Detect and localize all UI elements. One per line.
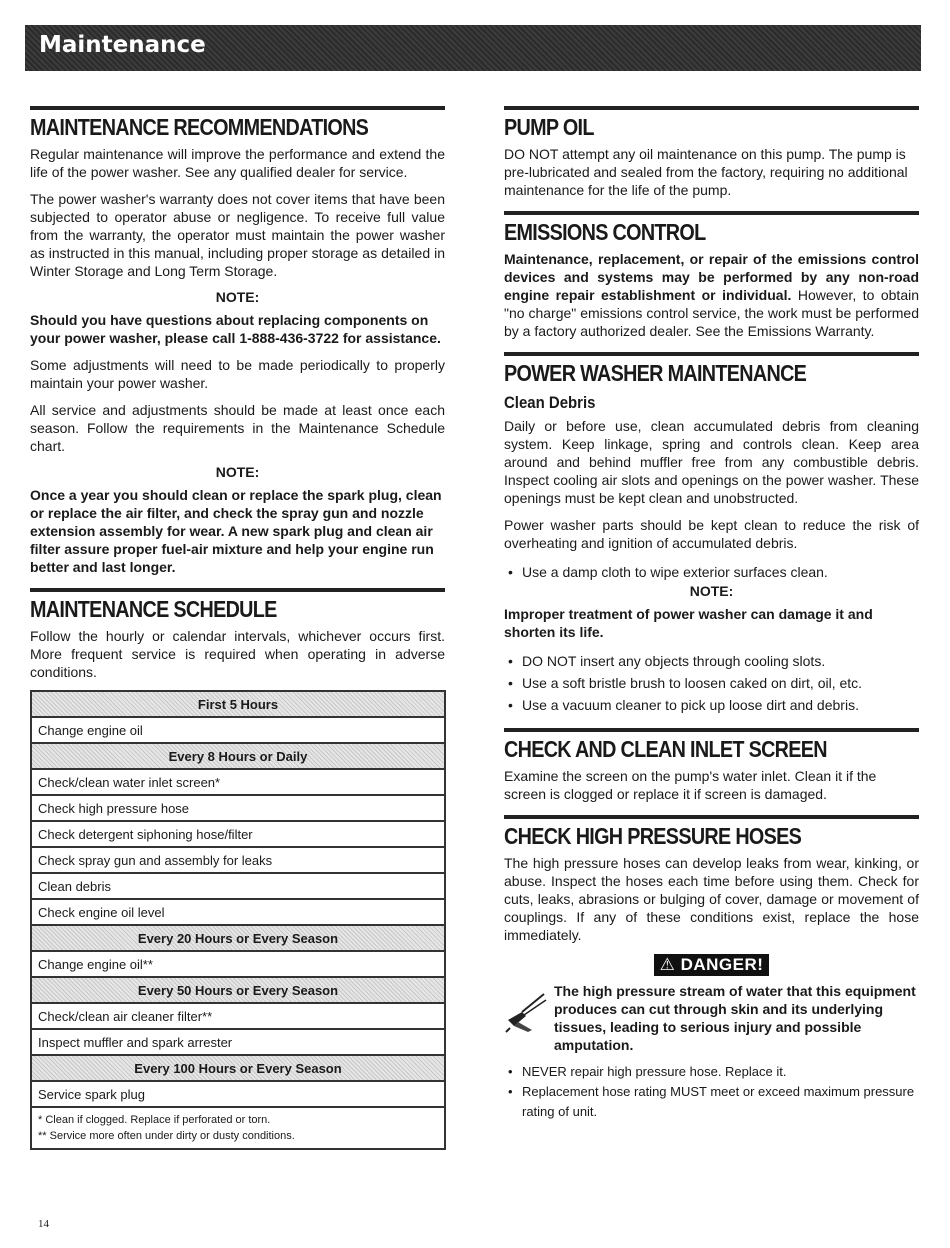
inlet-screen-text: Examine the screen on the pump's water inlet. Clean it if the screen is clogged or replace it if screen is damaged. bbox=[504, 768, 877, 802]
hoses-list bbox=[504, 1062, 919, 1122]
schedule-row bbox=[31, 899, 445, 925]
list-item: • Replacement hose rating MUST meet or exceed maximum pressure rating of unit. bbox=[522, 1082, 919, 1122]
schedule-task: Service spark plug bbox=[31, 1081, 445, 1107]
right-column bbox=[504, 106, 919, 1134]
danger-message bbox=[504, 982, 919, 1054]
list-item: • Use a soft bristle brush to loosen caked on dirt, oil, etc. bbox=[522, 672, 919, 694]
clean-debris-list bbox=[504, 650, 919, 716]
section-rule bbox=[504, 106, 919, 110]
schedule-task: Check/clean air cleaner filter** bbox=[31, 1003, 445, 1029]
inlet-screen-section bbox=[504, 728, 919, 803]
recommendations-p1: Regular maintenance will improve the performance and extend the life of the power washer. See any qualified dealer for service. bbox=[30, 146, 445, 180]
maintenance-schedule-section bbox=[30, 588, 445, 1150]
note-label-1: NOTE: bbox=[215, 289, 260, 305]
note-label-2: NOTE: bbox=[215, 464, 260, 480]
section-rule bbox=[504, 728, 919, 732]
section-rule bbox=[30, 106, 445, 110]
banner-title: Maintenance bbox=[39, 32, 206, 58]
power-washer-maintenance-section bbox=[504, 352, 919, 716]
emissions-section bbox=[504, 211, 919, 340]
clean-debris-p2: Power washer parts should be kept clean to reduce the risk of overheating and ignition of accumulated debris. bbox=[504, 517, 919, 551]
schedule-row bbox=[31, 1081, 445, 1107]
schedule-group-header bbox=[31, 977, 445, 1003]
recommendations-heading: MAINTENANCE RECOMMENDATIONS bbox=[30, 114, 369, 140]
schedule-task: Check spray gun and assembly for leaks bbox=[31, 847, 445, 873]
danger-label: DANGER! bbox=[680, 955, 764, 974]
note-text-1: Should you have questions about replacing components on your power washer, please call 1-888-436-3722 for assistance. bbox=[30, 312, 441, 346]
note-label-3: NOTE: bbox=[689, 583, 734, 599]
schedule-group-header-cell: First 5 Hours bbox=[31, 691, 445, 717]
schedule-group-header-cell: Every 20 Hours or Every Season bbox=[31, 925, 445, 951]
pump-oil-section bbox=[504, 106, 919, 199]
emissions-text: However, to obtain "no charge" emissions control service, the work must be performed by a factory authorized dealer. See the Emissions Warranty. bbox=[504, 287, 920, 339]
schedule-task: Check detergent siphoning hose/filter bbox=[31, 821, 445, 847]
clean-debris-p1: Daily or before use, clean accumulated debris from cleaning system. Keep linkage, spring and controls clean. Keep area around and behind muffler free from any combustible debris. Inspect cooling air slots and openings on the power washer. These openings must be kept clean and unobstructed. bbox=[504, 418, 919, 506]
schedule-row bbox=[31, 847, 445, 873]
danger-text: The high pressure stream of water that this equipment produces can cut through skin and its underlying tissues, leading to serious injury and possible amputation. bbox=[554, 983, 916, 1053]
schedule-row bbox=[31, 821, 445, 847]
schedule-task: Check engine oil level bbox=[31, 899, 445, 925]
spray-injury-icon bbox=[504, 990, 548, 1034]
schedule-footnote-cell bbox=[31, 1107, 445, 1149]
schedule-group-header bbox=[31, 925, 445, 951]
danger-label-wrap bbox=[504, 954, 919, 976]
list-item: • DO NOT insert any objects through cooling slots. bbox=[522, 650, 919, 672]
schedule-heading: MAINTENANCE SCHEDULE bbox=[30, 596, 277, 622]
high-pressure-hoses-section bbox=[504, 815, 919, 1122]
clean-debris-list-0 bbox=[504, 561, 919, 583]
section-rule bbox=[30, 588, 445, 592]
danger-badge bbox=[654, 954, 770, 976]
note-text-2: Once a year you should clean or replace the spark plug, clean or replace the air filter, and check the spray gun and nozzle extension assembly for wear. A new spark plug and clean air filter assure proper fuel-air mixture and help your engine run better and last longer. bbox=[30, 487, 442, 575]
schedule-row bbox=[31, 717, 445, 743]
emissions-bold-text: Maintenance, replacement, or repair of the emissions control devices and systems may be performed by any non-road engine repair establishment or individual. bbox=[504, 251, 919, 303]
warning-triangle-icon: ⚠ bbox=[659, 955, 676, 974]
section-rule bbox=[504, 352, 919, 356]
schedule-row bbox=[31, 873, 445, 899]
schedule-row bbox=[31, 769, 445, 795]
schedule-task: Clean debris bbox=[31, 873, 445, 899]
recommendations-p2: The power washer's warranty does not cover items that have been subjected to operator abuse or negligence. To receive full value from the warranty, the operator must maintain the power washer as instructed in this manual, including proper storage as detailed in Winter Storage and Long Term Storage. bbox=[30, 191, 445, 279]
maintenance-schedule-table bbox=[30, 690, 446, 1150]
schedule-intro: Follow the hourly or calendar intervals, whichever occurs first. More frequent service is required when operating in adverse conditions. bbox=[30, 628, 445, 680]
recommendations-p3: Some adjustments will need to be made periodically to properly maintain your power washer. bbox=[30, 357, 445, 391]
list-item: • Use a vacuum cleaner to pick up loose dirt and debris. bbox=[522, 694, 919, 716]
schedule-row bbox=[31, 951, 445, 977]
schedule-group-header-cell: Every 50 Hours or Every Season bbox=[31, 977, 445, 1003]
inlet-screen-heading: CHECK AND CLEAN INLET SCREEN bbox=[504, 736, 827, 762]
recommendations-p4: All service and adjustments should be made at least once each season. Follow the requirements in the Maintenance Schedule chart. bbox=[30, 402, 445, 454]
schedule-row bbox=[31, 1003, 445, 1029]
page-number: 14 bbox=[38, 1218, 49, 1230]
section-banner bbox=[25, 25, 921, 71]
schedule-footnotes bbox=[31, 1107, 445, 1149]
schedule-task: Check high pressure hose bbox=[31, 795, 445, 821]
section-rule bbox=[504, 211, 919, 215]
note-text-3: Improper treatment of power washer can damage it and shorten its life. bbox=[504, 606, 873, 640]
schedule-row bbox=[31, 795, 445, 821]
schedule-task: Change engine oil bbox=[31, 717, 445, 743]
schedule-group-header bbox=[31, 743, 445, 769]
maintenance-recommendations-section bbox=[30, 106, 445, 576]
hoses-heading: CHECK HIGH PRESSURE HOSES bbox=[504, 823, 802, 849]
emissions-paragraph bbox=[504, 250, 919, 340]
schedule-task: Check/clean water inlet screen* bbox=[31, 769, 445, 795]
pump-oil-text: DO NOT attempt any oil maintenance on this pump. The pump is pre-lubricated and sealed from the factory, requiring no additional maintenance for the life of the pump. bbox=[504, 146, 908, 198]
hoses-text: The high pressure hoses can develop leaks from wear, kinking, or abuse. Inspect the hoses each time before using them. Check for cuts, leaks, abrasions or bulging of cover, damage or movement of couplings. If any of these conditions exist, replace the hose immediately. bbox=[504, 855, 919, 943]
list-item: • NEVER repair high pressure hose. Replace it. bbox=[522, 1062, 919, 1082]
schedule-group-header bbox=[31, 1055, 445, 1081]
list-item: • Use a damp cloth to wipe exterior surfaces clean. bbox=[522, 561, 919, 583]
schedule-group-header-cell: Every 8 Hours or Daily bbox=[31, 743, 445, 769]
footnote-1: * Clean if clogged. Replace if perforated or torn. bbox=[38, 1114, 271, 1126]
emissions-heading: EMISSIONS CONTROL bbox=[504, 219, 706, 245]
section-rule bbox=[504, 815, 919, 819]
schedule-task: Change engine oil** bbox=[31, 951, 445, 977]
schedule-group-header-cell: Every 100 Hours or Every Season bbox=[31, 1055, 445, 1081]
pump-oil-heading: PUMP OIL bbox=[504, 114, 594, 140]
footnote-2: ** Service more often under dirty or dusty conditions. bbox=[38, 1130, 295, 1142]
schedule-row bbox=[31, 1029, 445, 1055]
schedule-task: Inspect muffler and spark arrester bbox=[31, 1029, 445, 1055]
power-washer-heading: POWER WASHER MAINTENANCE bbox=[504, 360, 807, 386]
clean-debris-subheading: Clean Debris bbox=[504, 393, 596, 412]
left-column bbox=[30, 106, 445, 1162]
schedule-group-header bbox=[31, 691, 445, 717]
